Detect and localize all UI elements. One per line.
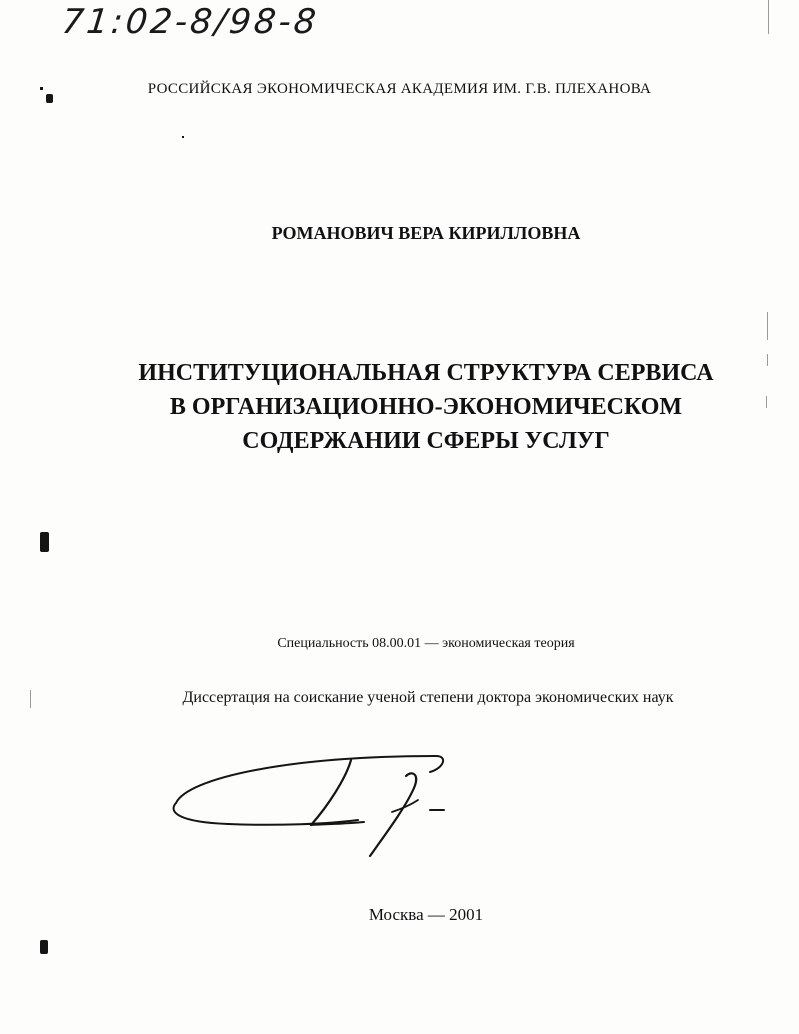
scan-edge-line [30, 690, 31, 708]
title-line-3: СОДЕРЖАНИИ СФЕРЫ УСЛУГ [242, 428, 610, 454]
city-and-year: Москва — 2001 [368, 905, 484, 924]
title-line-2: В ОРГАНИЗАЦИОННО-ЭКОНОМИЧЕСКОМ [169, 394, 683, 420]
degree-line: Диссертация на соискание ученой степени доктора экономических наук [182, 689, 674, 706]
handwritten-signature [168, 748, 458, 860]
author-name: РОМАНОВИЧ ВЕРА КИРИЛЛОВНА [271, 223, 581, 243]
scan-edge-line [766, 396, 767, 408]
specialty-line: Специальность 08.00.01 — экономическая теория [277, 636, 575, 651]
institution-name: РОССИЙСКАЯ ЭКОНОМИЧЕСКАЯ АКАДЕМИЯ ИМ. Г.В. ПЛЕХАНОВА [147, 81, 652, 97]
title-line-1: ИНСТИТУЦИОНАЛЬНАЯ СТРУКТУРА СЕРВИСА [138, 360, 714, 386]
scan-speck-mark [46, 94, 53, 103]
scan-edge-line [768, 0, 769, 34]
scan-edge-line [767, 312, 768, 340]
dissertation-title [0, 356, 799, 458]
scan-edge-line [767, 354, 768, 366]
scan-speck-mark [40, 87, 43, 90]
scan-speck-mark [40, 532, 49, 552]
handwritten-archive-number: 71:02-8/98-8 [59, 2, 321, 42]
scan-speck-mark [40, 940, 48, 954]
scan-speck-mark [182, 136, 184, 138]
